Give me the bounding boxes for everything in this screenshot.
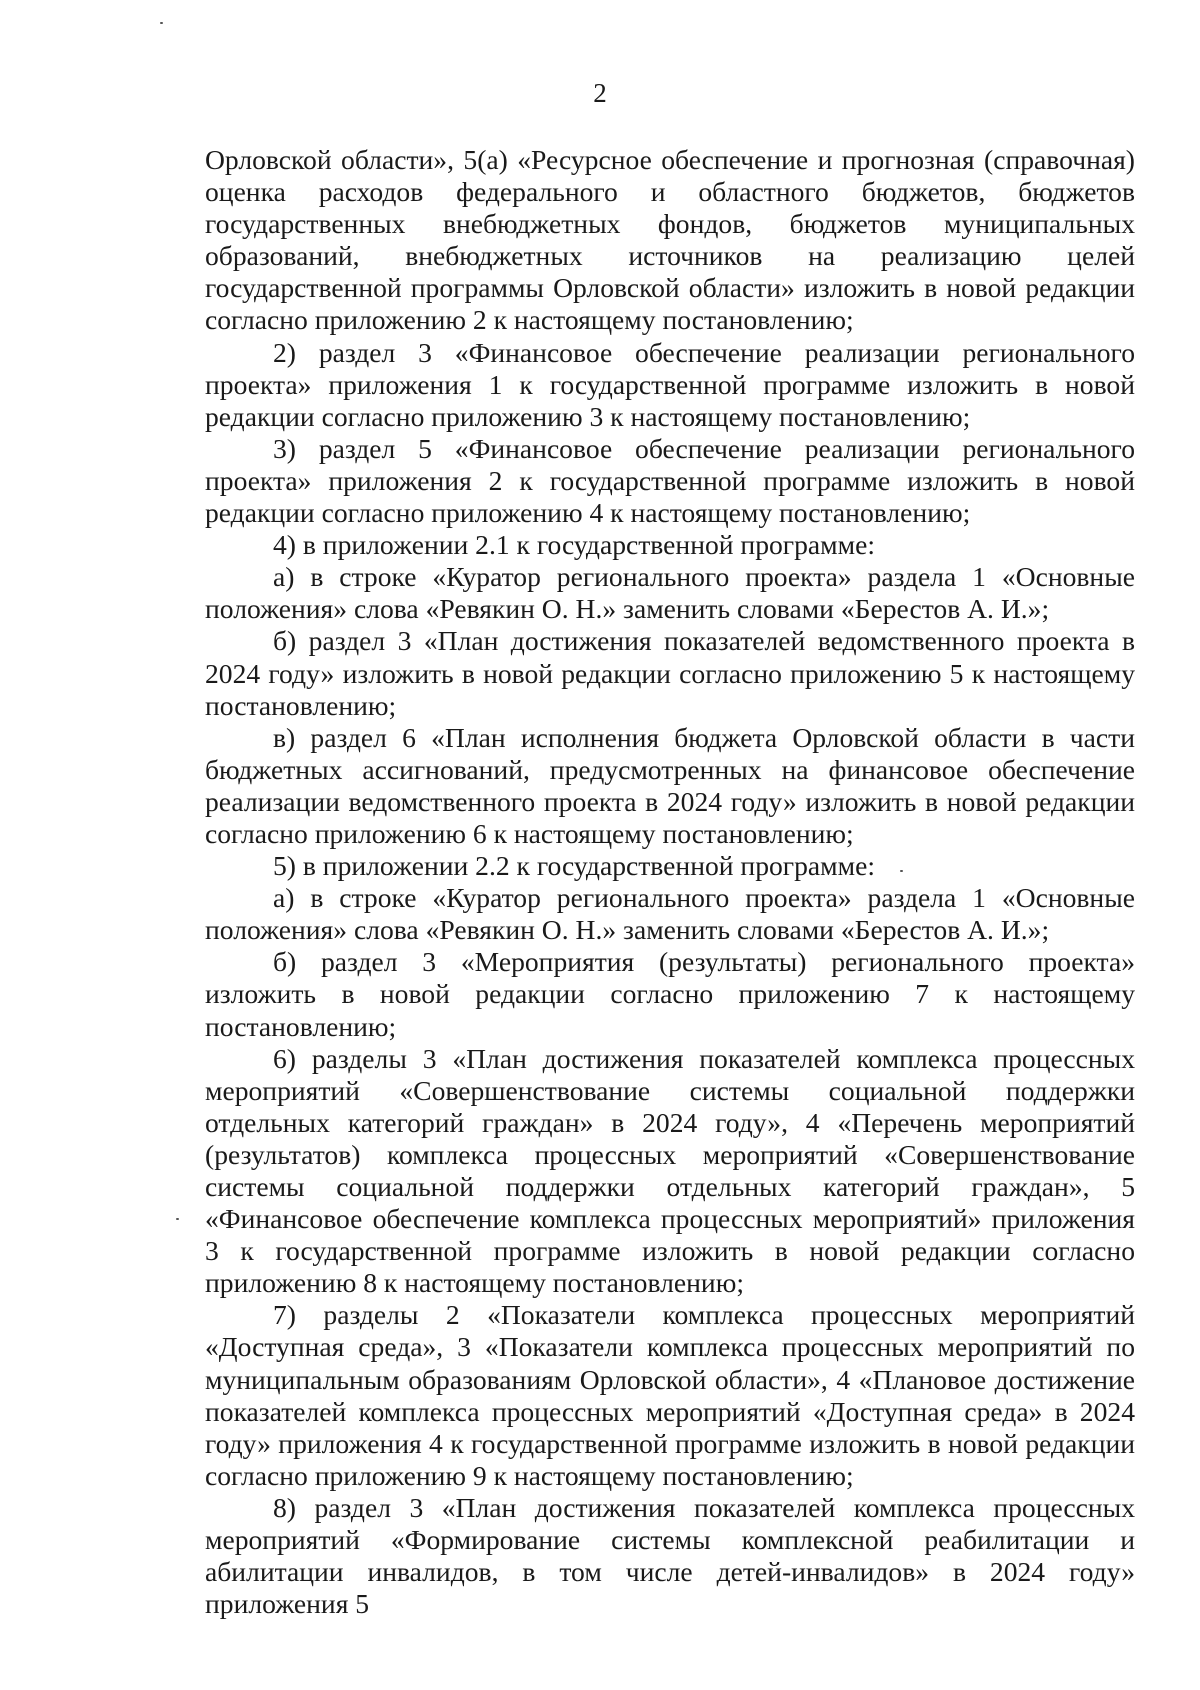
paragraph-item-6: 6) разделы 3 «План достижения показателей комплекса процессных мероприятий «Совершенствование системы социальной поддержки отдельных категорий граждан» в 2024 году», 4 «Перечень мероприятий (результатов) комплекса процессных мероприятий «Совершенствование системы социальной поддержки отдельных категорий граждан», 5 «Финансовое обеспечение комплекса процессных мероприятий» приложения 3 к государственной программе изложить в новой редакции согласно приложению 8 к настоящему постановлению; — [205, 1042, 1135, 1299]
paragraph-item-4a: а) в строке «Куратор регионального проекта» раздела 1 «Основные положения» слова «Ревякин О. Н.» заменить словами «Берестов А. И.»; — [205, 561, 1135, 625]
paragraph-item-4v: в) раздел 6 «План исполнения бюджета Орловской области в части бюджетных ассигнований, предусмотренных на финансовое обеспечение реализации ведомственного проекта в 2024 году» изложить в новой редакции согласно приложению 6 к настоящему постановлению; — [205, 721, 1135, 849]
paragraph-item-8: 8) раздел 3 «План достижения показателей комплекса процессных мероприятий «Формирование системы комплексной реабилитации и абилитации инвалидов, в том числе детей-инвалидов» в 2024 году» приложения 5 — [205, 1491, 1135, 1620]
paragraph-item-7: 7) разделы 2 «Показатели комплекса процессных мероприятий «Доступная среда», 3 «Показатели комплекса процессных мероприятий по муниципальным образованиям Орловской области», 4 «Плановое достижение показателей комплекса процессных мероприятий «Доступная среда» в 2024 году» приложения 4 к государственной программе изложить в новой редакции согласно приложению 9 к настоящему постановлению; — [205, 1299, 1135, 1491]
page-number: 2 — [593, 78, 607, 108]
scan-speck — [160, 22, 163, 24]
scan-speck — [900, 870, 903, 872]
paragraph-item-5b: б) раздел 3 «Мероприятия (результаты) регионального проекта» изложить в новой редакции согласно приложению 7 к настоящему постановлению; — [205, 946, 1135, 1042]
paragraph-item-3: 3) раздел 5 «Финансовое обеспечение реализации регионального проекта» приложения 2 к государственной программе изложить в новой редакции согласно приложению 4 к настоящему постановлению; — [205, 432, 1135, 529]
paragraph-continuation: Орловской области», 5(а) «Ресурсное обеспечение и прогнозная (справочная) оценка расходов федерального и областного бюджетов, бюджетов государственных внебюджетных фондов, бюджетов муниципальных образований, внебюджетных источников на реализацию целей государственной программы Орловской области» изложить в новой редакции согласно приложению 2 к настоящему постановлению; — [205, 144, 1135, 336]
scan-speck — [176, 1218, 179, 1220]
document-body — [205, 144, 1135, 1620]
paragraph-item-4b: б) раздел 3 «План достижения показателей ведомственного проекта в 2024 году» изложить в новой редакции согласно приложению 5 к настоящему постановлению; — [205, 625, 1135, 721]
paragraph-item-4: 4) в приложении 2.1 к государственной программе: — [273, 529, 875, 561]
paragraph-item-5: 5) в приложении 2.2 к государственной программе: — [273, 850, 875, 882]
paragraph-item-5a: а) в строке «Куратор регионального проекта» раздела 1 «Основные положения» слова «Ревякин О. Н.» заменить словами «Берестов А. И.»; — [205, 882, 1135, 946]
paragraph-item-2: 2) раздел 3 «Финансовое обеспечение реализации регионального проекта» приложения 1 к государственной программе изложить в новой редакции согласно приложению 3 к настоящему постановлению; — [205, 336, 1135, 432]
